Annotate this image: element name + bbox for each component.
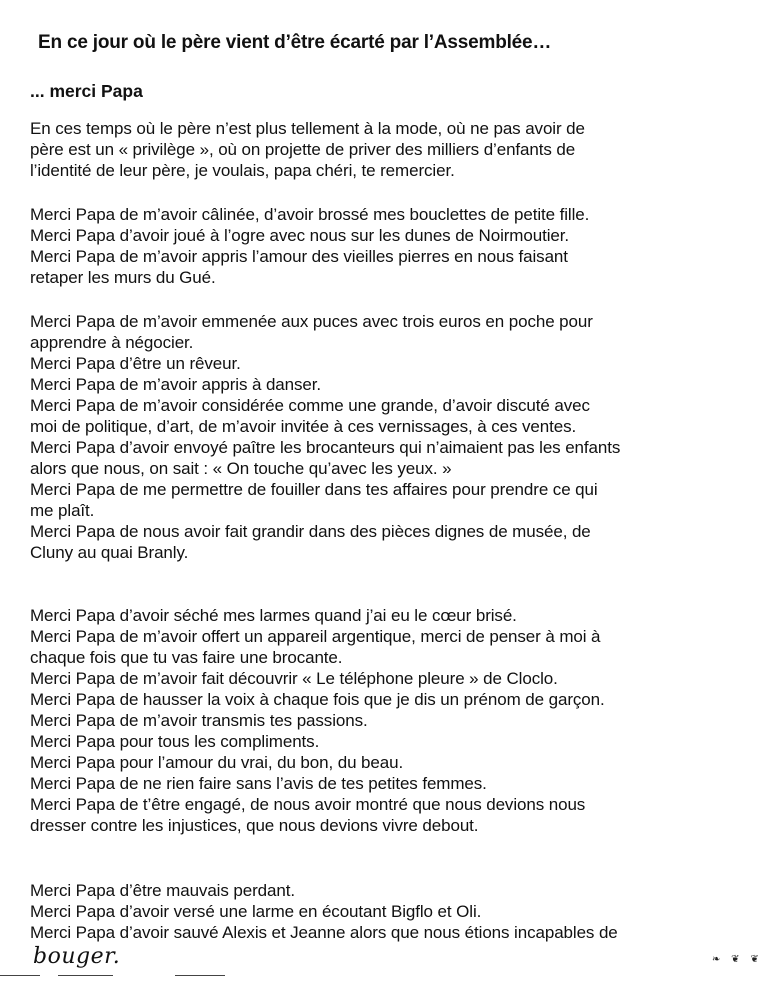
ornament-icon: ❧ ❦ ❦ [712, 954, 763, 965]
text-line: Merci Papa d’avoir versé une larme en écoutant Bigflo et Oli. [30, 902, 482, 921]
text-line: Merci Papa pour tous les compliments. [30, 732, 320, 751]
divider-line [175, 975, 225, 976]
text-line: Merci Papa de t’être engagé, de nous avoir montré que nous devions nous [30, 795, 586, 814]
text-line: Merci Papa de m’avoir câlinée, d’avoir brossé mes bouclettes de petite fille. [30, 205, 590, 224]
text-line: Merci Papa d’avoir envoyé paître les brocanteurs qui n’aimaient pas les enfants [30, 438, 621, 457]
text-line: père est un « privilège », où on projette de priver des milliers d’enfants de [30, 140, 576, 159]
text-line: Merci Papa de m’avoir appris à danser. [30, 375, 322, 394]
text-line: retaper les murs du Gué. [30, 268, 216, 287]
paragraph-childhood [30, 204, 758, 288]
text-line: Merci Papa de m’avoir considérée comme une grande, d’avoir discuté avec [30, 396, 590, 415]
text-line: Merci Papa d’être un rêveur. [30, 354, 241, 373]
text-line: Merci Papa d’avoir joué à l’ogre avec nous sur les dunes de Noirmoutier. [30, 226, 569, 245]
paragraph-values [30, 605, 758, 836]
divider-line [58, 975, 113, 976]
text-line: l’identité de leur père, je voulais, papa chéri, te remercier. [30, 161, 455, 180]
text-line: En ces temps où le père n’est plus tellement à la mode, où ne pas avoir de [30, 119, 585, 138]
text-line: Merci Papa de m’avoir offert un appareil argentique, merci de penser à moi à [30, 627, 601, 646]
document-subtitle: ... merci Papa [30, 81, 143, 101]
text-line: Merci Papa pour l’amour du vrai, du bon, du beau. [30, 753, 404, 772]
text-line: Merci Papa d’être mauvais perdant. [30, 881, 295, 900]
text-line: moi de politique, d’art, de m’avoir invitée à ces vernissages, à ces ventes. [30, 417, 577, 436]
divider-line [0, 975, 40, 976]
text-line: Merci Papa d’avoir séché mes larmes quand j’ai eu le cœur brisé. [30, 606, 517, 625]
text-line: Merci Papa de hausser la voix à chaque fois que je dis un prénom de garçon. [30, 690, 605, 709]
text-line: Merci Papa de ne rien faire sans l’avis de tes petites femmes. [30, 774, 487, 793]
text-line: Merci Papa de m’avoir transmis tes passions. [30, 711, 368, 730]
document-title: En ce jour où le père vient d’être écarté par l’Assemblée… [38, 32, 552, 53]
text-line: Merci Papa de m’avoir fait découvrir « Le téléphone pleure » de Cloclo. [30, 669, 558, 688]
paragraph-closing [30, 880, 758, 943]
paragraph-intro [30, 118, 758, 181]
text-line: apprendre à négocier. [30, 333, 194, 352]
text-line: Merci Papa de m’avoir appris l’amour des vieilles pierres en nous faisant [30, 247, 568, 266]
text-line: dresser contre les injustices, que nous devions vivre debout. [30, 816, 479, 835]
text-line: chaque fois que tu vas faire une brocante. [30, 648, 343, 667]
text-line: Merci Papa de me permettre de fouiller dans tes affaires pour prendre ce qui [30, 480, 598, 499]
text-line: Merci Papa de nous avoir fait grandir dans des pièces dignes de musée, de [30, 522, 591, 541]
text-line: Cluny au quai Branly. [30, 543, 189, 562]
text-line: Merci Papa de m’avoir emmenée aux puces avec trois euros en poche pour [30, 312, 593, 331]
paragraph-learning [30, 311, 758, 563]
text-line: alors que nous, on sait : « On touche qu’avec les yeux. » [30, 459, 452, 478]
handwritten-word: bouger. [33, 944, 121, 969]
text-line: me plaît. [30, 501, 95, 520]
text-line: Merci Papa d’avoir sauvé Alexis et Jeanne alors que nous étions incapables de [30, 923, 618, 942]
